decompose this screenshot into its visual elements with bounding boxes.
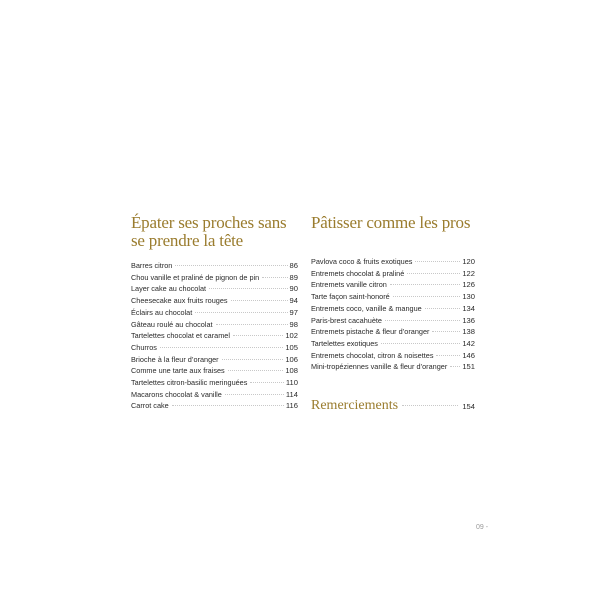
toc-entry-page: 134	[462, 303, 475, 313]
toc-entry-page: 142	[462, 338, 475, 348]
dot-leader	[228, 370, 284, 371]
toc-section-right	[311, 214, 475, 373]
dot-leader	[160, 347, 283, 348]
toc-entry-page: 86	[289, 261, 298, 270]
toc-entry-label: Éclairs au chocolat	[131, 307, 193, 317]
toc-entry-page: 98	[289, 319, 298, 329]
toc-entry-page: 89	[289, 272, 298, 282]
toc-entry[interactable]	[131, 272, 298, 284]
toc-entry-label: Entremets vanille citron	[311, 280, 387, 290]
toc-entry-page: 126	[462, 280, 475, 290]
toc-list-left	[131, 260, 298, 412]
toc-entry-page: 122	[462, 268, 475, 278]
toc-entry[interactable]	[311, 268, 475, 280]
toc-entry-remerciements[interactable]	[311, 398, 475, 414]
toc-entry-label: Layer cake au chocolat	[131, 284, 207, 294]
toc-entry-page: 116	[285, 401, 298, 411]
toc-entry-page: 120	[462, 257, 475, 266]
toc-entry-label: Carrot cake	[131, 401, 169, 411]
toc-entry-label: Tartelettes citron-basilic meringuées	[131, 378, 248, 388]
toc-entry[interactable]	[311, 315, 475, 327]
toc-entry[interactable]	[311, 361, 475, 373]
dot-leader	[172, 405, 284, 406]
dot-leader	[450, 366, 460, 367]
dot-leader	[262, 277, 287, 278]
toc-entry-label: Paris-brest cacahuète	[311, 315, 382, 325]
toc-entry-page: 94	[289, 296, 298, 306]
toc-entry[interactable]	[311, 291, 475, 303]
toc-entry[interactable]	[131, 330, 298, 342]
toc-entry[interactable]	[131, 295, 298, 307]
toc-entry-page: 110	[285, 378, 298, 388]
toc-entry[interactable]	[311, 326, 475, 338]
toc-entry[interactable]	[131, 389, 298, 401]
toc-entry[interactable]	[311, 350, 475, 362]
toc-entry[interactable]	[131, 260, 298, 272]
toc-entry-page: 130	[462, 292, 475, 302]
dot-leader	[402, 405, 458, 406]
section-title-left-line1: Épater ses proches sans	[131, 213, 287, 232]
dot-leader	[250, 382, 283, 383]
toc-section-left	[131, 214, 298, 412]
toc-entry-page: 90	[289, 284, 298, 294]
dot-leader	[407, 273, 460, 274]
dot-leader	[381, 343, 460, 344]
toc-entry[interactable]	[131, 283, 298, 295]
toc-entry-page: 108	[285, 366, 298, 376]
toc-entry-page: 136	[462, 315, 475, 325]
section-title-left	[131, 214, 298, 250]
toc-entry-page: 146	[462, 350, 475, 360]
dot-leader	[425, 308, 461, 309]
toc-entry[interactable]	[131, 342, 298, 354]
toc-entry[interactable]	[131, 319, 298, 331]
toc-entry-label: Pavlova coco & fruits exotiques	[311, 257, 413, 266]
dot-leader	[222, 359, 284, 360]
toc-entry[interactable]	[311, 279, 475, 291]
dot-leader	[415, 261, 460, 262]
toc-entry[interactable]	[131, 354, 298, 366]
toc-entry-label: Entremets chocolat, citron & noisettes	[311, 350, 434, 360]
dot-leader	[390, 284, 460, 285]
toc-entry-label: Brioche à la fleur d’oranger	[131, 354, 219, 364]
dot-leader	[231, 300, 288, 301]
toc-entry-page: 114	[285, 389, 298, 399]
dot-leader	[216, 324, 288, 325]
toc-entry[interactable]	[131, 307, 298, 319]
toc-entry-label: Chou vanille et praliné de pignon de pin	[131, 272, 260, 282]
toc-entry-label: Entremets pistache & fleur d’oranger	[311, 327, 430, 337]
toc-entry[interactable]	[131, 365, 298, 377]
dot-leader	[209, 288, 288, 289]
dot-leader	[385, 320, 460, 321]
toc-entry[interactable]	[311, 256, 475, 268]
toc-list-right	[311, 256, 475, 373]
toc-entry-page: 151	[462, 362, 475, 372]
toc-entry-label: Churros	[131, 342, 157, 352]
dot-leader	[432, 331, 460, 332]
section-title-right: Pâtisser comme les pros	[311, 213, 471, 232]
toc-entry-label: Tartelettes exotiques	[311, 338, 378, 348]
dot-leader	[436, 355, 460, 356]
toc-entry-label: Tarte façon saint-honoré	[311, 292, 390, 302]
toc-entry-label: Entremets coco, vanille & mangue	[311, 303, 422, 313]
toc-entry-label: Entremets chocolat & praliné	[311, 268, 405, 278]
toc-entry-label: Comme une tarte aux fraises	[131, 366, 225, 376]
toc-entry-label: Macarons chocolat & vanille	[131, 389, 222, 399]
toc-entry-label: Cheesecake aux fruits rouges	[131, 296, 228, 306]
remerciements-page: 154	[462, 402, 475, 411]
dot-leader	[175, 265, 287, 266]
remerciements-label: Remerciements	[311, 398, 399, 413]
section-title-left-line2: se prendre la tête	[131, 231, 244, 250]
toc-entry-label: Barres citron	[131, 261, 173, 270]
toc-entry-label: Mini-tropéziennes vanille & fleur d’oranger	[311, 362, 448, 372]
toc-entry-page: 138	[462, 327, 475, 337]
dot-leader	[233, 335, 283, 336]
toc-entry-label: Gâteau roulé au chocolat	[131, 319, 213, 329]
toc-entry[interactable]	[131, 377, 298, 389]
dot-leader	[225, 394, 284, 395]
toc-entry-label: Tartelettes chocolat et caramel	[131, 331, 230, 341]
toc-entry-page: 105	[285, 342, 298, 352]
toc-entry-page: 106	[285, 354, 298, 364]
toc-entry[interactable]	[311, 338, 475, 350]
toc-entry-page: 102	[285, 331, 298, 341]
dot-leader	[195, 312, 287, 313]
dot-leader	[393, 296, 461, 297]
toc-entry[interactable]	[131, 400, 298, 412]
page-number: 09 -	[476, 524, 489, 531]
toc-entry-page: 97	[289, 307, 298, 317]
toc-entry[interactable]	[311, 303, 475, 315]
